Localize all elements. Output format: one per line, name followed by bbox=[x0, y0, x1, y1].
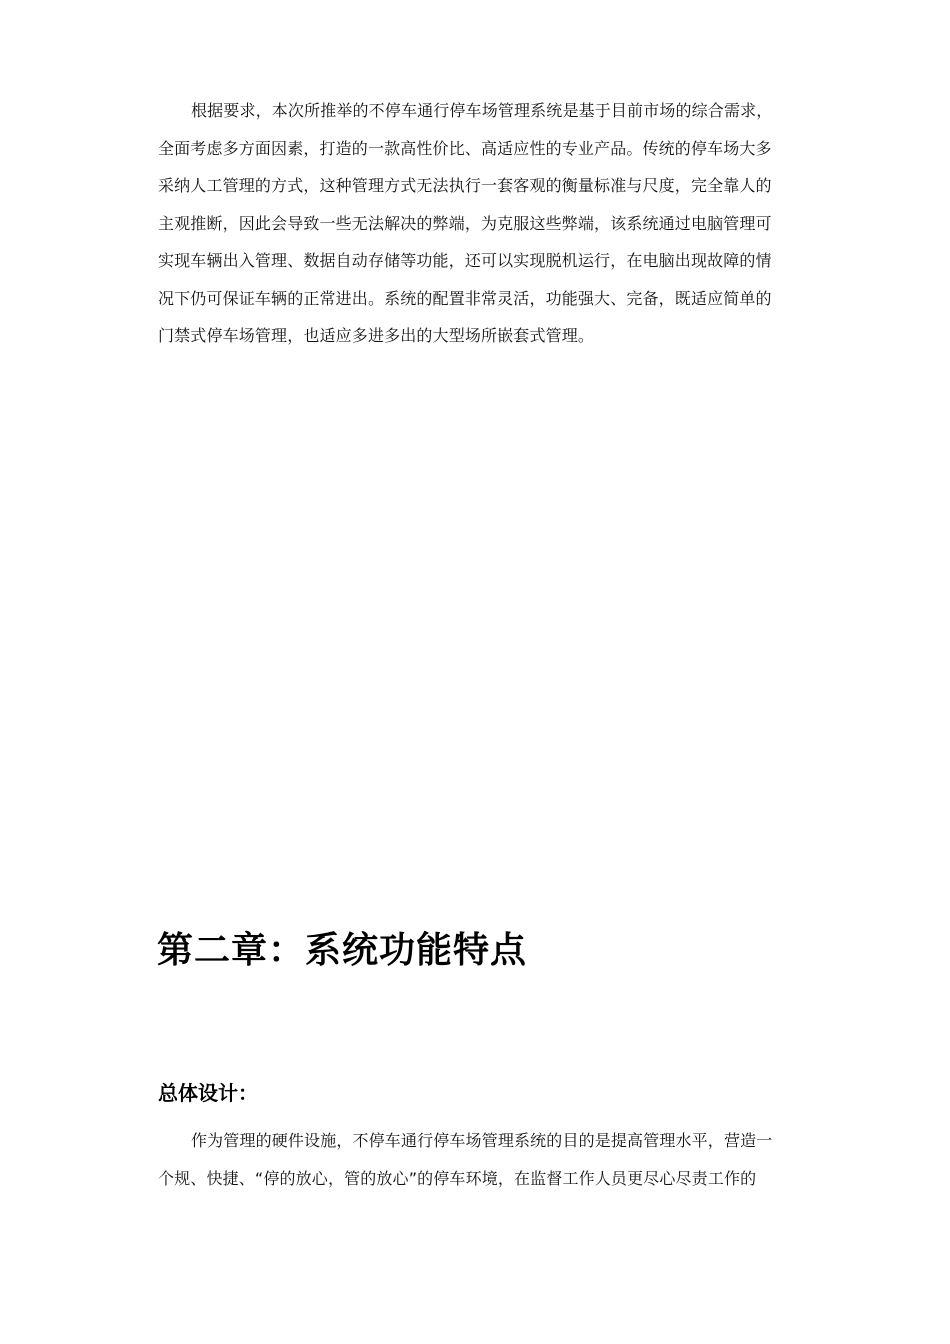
paragraph-line: 主观推断，因此会导致一些无法解决的弊端，为克服这些弊端，该系统通过电脑管理可 bbox=[158, 213, 772, 233]
paragraph-line: 根据要求，本次所推举的不停车通行停车场管理系统是基于目前市场的综合需求， bbox=[191, 101, 773, 120]
paragraph-line: 门禁式停车场管理，也适应多进多出的大型场所嵌套式管理。 bbox=[158, 326, 595, 345]
paragraph-line: 实现车辆出入管理、数据自动存储等功能，还可以实现脱机运行，在电脑出现故障的情 bbox=[158, 251, 772, 270]
paragraph-line: 况下仍可保证车辆的正常进出。系统的配置非常灵活，功能强大、完备，既适应简单的 bbox=[158, 288, 772, 308]
section-heading-overall-design: 总体设计： bbox=[158, 1081, 258, 1105]
overall-design-paragraph bbox=[158, 1130, 810, 1205]
paragraph-line: 全面考虑多方面因素，打造的一款高性价比、高适应性的专业产品。传统的停车场大多 bbox=[158, 138, 772, 158]
intro-paragraph bbox=[158, 100, 810, 363]
paragraph-line: 采纳人工管理的方式，这种管理方式无法执行一套客观的衡量标准与尺度，完全靠人的 bbox=[158, 176, 772, 195]
paragraph-line: 作为管理的硬件设施，不停车通行停车场管理系统的目的是提高管理水平，营造一 bbox=[191, 1131, 773, 1150]
chapter-title: 第二章：系统功能特点 bbox=[157, 930, 528, 971]
paragraph-line: 个规、快捷、“停的放心，管的放心”的停车环境，在监督工作人员更尽心尽责工作的 bbox=[158, 1168, 757, 1188]
